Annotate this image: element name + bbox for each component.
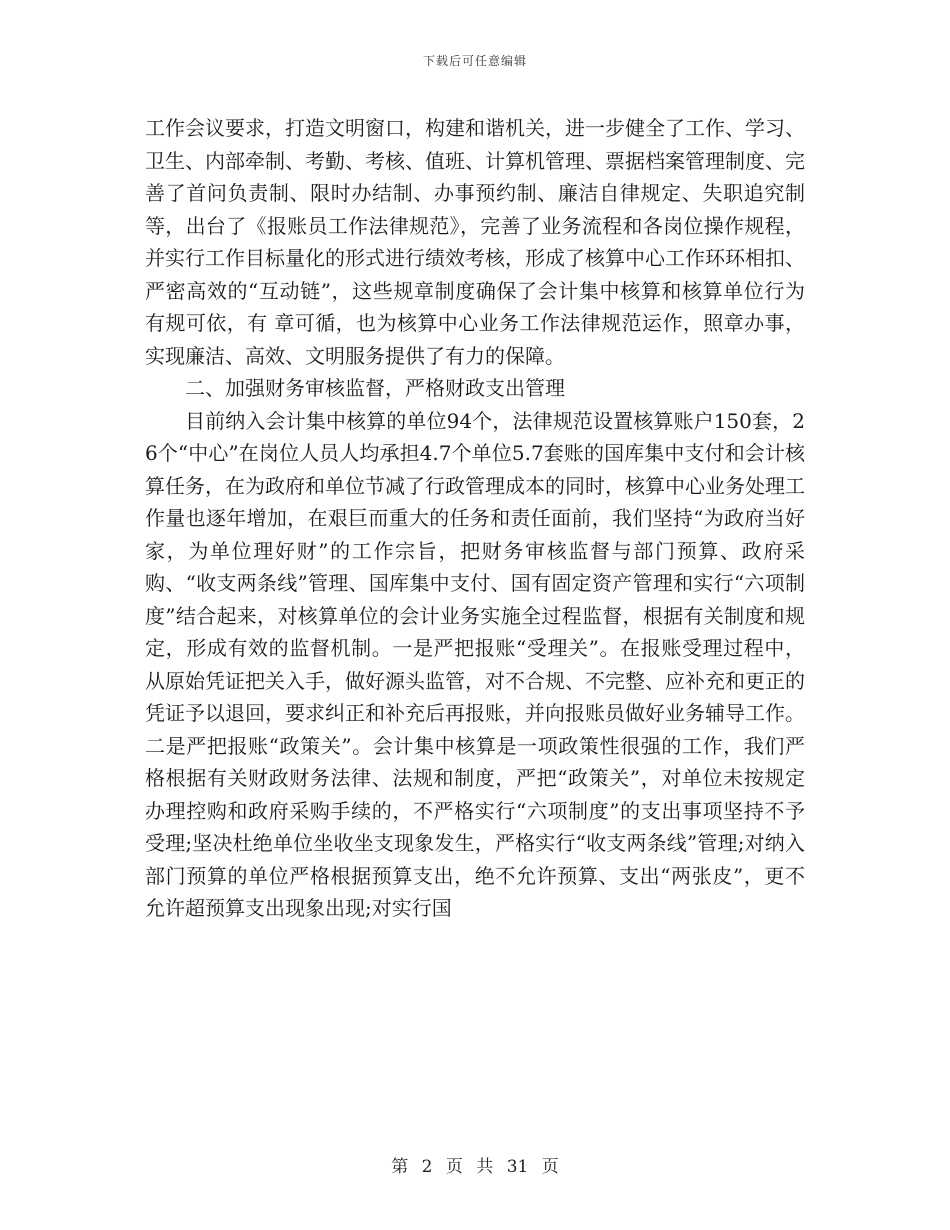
document-body bbox=[145, 112, 805, 925]
page-label-suffix: 页 bbox=[541, 1157, 559, 1177]
section-heading: 二、加强财务审核监督，严格财政支出管理 bbox=[185, 376, 565, 400]
page-total: 31 bbox=[506, 1157, 529, 1177]
paragraph-body: 目前纳入会计集中核算的单位94个，法律规范设置核算账户150套，26个“中心”在岗位人员人均承担4.7个单位5.7套账的国库集中支付和会计核算任务，在为政府和单位节减了行政管理成本的同时，核算中心业务处理工作量也逐年增加，在艰巨而重大的任务和责任面前，我们坚持“为政府当好家，为单位理好财”的工作宗旨，把财务审核监督与部门预算、政府采购、“收支两条线”管理、国库集中支付、国有固定资产管理和实行“六项制度”结合起来，对核算单位的会计业务实施全过程监督，根据有关制度和规定，形成有效的监督机制。一是严把报账“受理关”。在报账受理过程中，从原始凭证把关入手，做好源头监管，对不合规、不完整、应补充和更正的凭证予以退回，要求纠正和补充后再报账，并向报账员做好业务辅导工作。二是严把报账“政策关”。会计集中核算是一项政策性很强的工作，我们严格根据有关财政财务法律、法规和制度，严把“政策关”，对单位未按规定办理控购和政府采购手续的，不严格实行“六项制度”的支出事项坚持不予受理;坚决杜绝单位坐收坐支现象发生，严格实行“收支两条线”管理;对纳入部门预算的单位严格根据预算支出，绝不允许预算、支出“两张皮”，更不允许超预算支出现象出现;对实行国 bbox=[145, 408, 805, 920]
page-label-prefix: 第 bbox=[391, 1157, 409, 1177]
header-note: 下载后可任意编辑 bbox=[422, 54, 527, 68]
page-total-prefix: 共 bbox=[476, 1157, 494, 1177]
paragraph-continuation: 工作会议要求，打造文明窗口，构建和谐机关，进一步健全了工作、学习、卫生、内部牵制、考勤、考核、值班、计算机管理、票据档案管理制度、完善了首问负责制、限时办结制、办事预约制、廉洁自律规定、失职追究制等，出台了《报账员工作法律规范》，完善了业务流程和各岗位操作规程，并实行工作目标量化的形式进行绩效考核，形成了核算中心工作环环相扣、严密高效的“互动链”，这些规章制度确保了会计集中核算和核算单位行为有规可依，有 章可循，也为核算中心业务工作法律规范运作，照章办事，实现廉洁、高效、文明服务提供了有力的保障。 bbox=[145, 116, 805, 368]
page-label-mid: 页 bbox=[445, 1157, 463, 1177]
page-footer bbox=[0, 1152, 950, 1177]
page-current: 2 bbox=[421, 1157, 433, 1177]
